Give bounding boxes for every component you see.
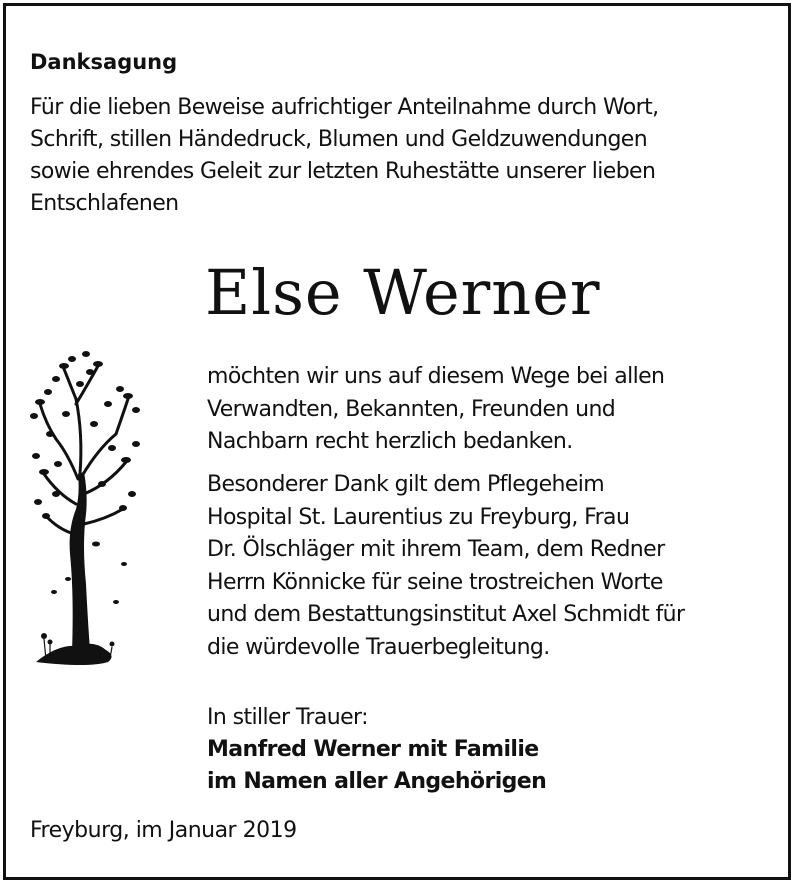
mourners-line: Manfred Werner mit Familie <box>207 737 539 762</box>
mourning-label: In stiller Trauer: <box>207 705 368 730</box>
intro-line: Für die lieben Beweise aufrichtiger Anteilnahme durch Wort, <box>30 95 659 120</box>
intro-line: Entschlafenen <box>30 191 179 216</box>
thanks-line: Nachbarn recht herzlich bedanken. <box>207 429 573 454</box>
thanks-line: Verwandten, Bekannten, Freunden und <box>207 396 616 422</box>
special-thanks-text <box>207 469 684 664</box>
intro-line: Schrift, stillen Händedruck, Blumen und Geldzuwendungen <box>30 127 648 152</box>
special-thanks-line: Herrn Könnicke für seine trostreichen Worte <box>207 569 663 595</box>
special-thanks-line: Besonderer Dank gilt dem Pflegeheim <box>207 472 605 497</box>
intro-text <box>30 92 770 220</box>
special-thanks-line: und dem Bestattungsinstitut Axel Schmidt für <box>207 602 685 627</box>
special-thanks-line: Dr. Ölschläger mit ihrem Team, dem Redner <box>207 537 665 562</box>
deceased-name: Else Werner <box>205 256 601 329</box>
special-thanks-line: die würdevolle Trauerbegleitung. <box>207 634 550 660</box>
thanks-text <box>207 361 664 459</box>
notice-heading: Danksagung <box>30 50 178 74</box>
tree-icon <box>28 344 148 684</box>
special-thanks-line: Hospital St. Laurentius zu Freyburg, Frau <box>207 504 630 530</box>
mourning-block <box>207 702 546 798</box>
place-date: Freyburg, im Januar 2019 <box>30 818 297 843</box>
thanks-line: möchten wir uns auf diesem Wege bei allen <box>207 364 665 389</box>
intro-line: sowie ehrendes Geleit zur letzten Ruhestätte unserer lieben <box>30 159 656 184</box>
mourners-line: im Namen aller Angehörigen <box>207 769 547 794</box>
